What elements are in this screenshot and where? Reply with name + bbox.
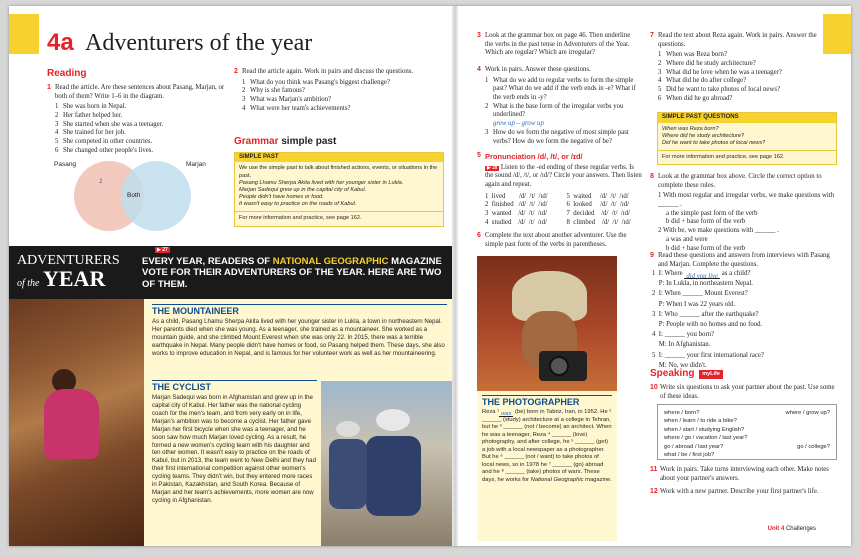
table-row[interactable]: 6 looked /d/ /t/ /ɪd/ bbox=[566, 201, 629, 209]
grammar-box-questions bbox=[657, 112, 837, 165]
ideas-row: go / abroad / last year? go / college? bbox=[664, 443, 830, 450]
list-item: 4 What did he do after college? bbox=[658, 77, 747, 85]
helmet-shape bbox=[336, 421, 360, 437]
grammar-box-footer: For more information and practice, see page 162. bbox=[235, 211, 443, 225]
conversation-line: P: People with no homes and no food. bbox=[652, 320, 763, 328]
option-a[interactable]: a the simple past form of the verb bbox=[666, 209, 758, 217]
cyclist-text: Marjan Sadequi was born in Afghanistan and grew up in the capital city of Kabul. Her father was the national cycling coach for the men's team, and from very early on in life, Marjan's ambition was to become a cyclist. Her father gave Marjan her first bicycle when she was a teenager, and he soon saw how much Marjan loved cycling. As a result, he formed a new women's cycling team with his daughter and ten other women. It wasn't easy to practice on the roads of Kabul, but in 2013, the team went to New Delhi and they had their first international competition against other women's cycling teams. They didn't win, but they entered more races in Pakistan, Kazakhstan, and South Korea. Because of Marjan and her team's achievements, more women are now cycling in Afghanistan. bbox=[152, 394, 316, 504]
table-row[interactable]: 7 decided /d/ /t/ /ɪd/ bbox=[566, 210, 630, 218]
list-item: 1 When was Reza born? bbox=[658, 51, 727, 59]
ideas-box bbox=[657, 404, 837, 460]
exercise-5 bbox=[477, 152, 642, 227]
exercise-number: 5 bbox=[477, 152, 481, 159]
page-title: Adventurers of the year bbox=[85, 30, 313, 56]
feature-banner-text: EVERY YEAR, READERS OF NATIONAL GEOGRAPHIC MAGAZINE VOTE FOR THEIR ADVENTURERS OF THE YEAR. HERE ARE TWO OF THEM. bbox=[142, 256, 442, 290]
audio-track-badge[interactable]: ▶ 28 bbox=[487, 165, 498, 171]
exercise-12 bbox=[650, 488, 835, 497]
list-item: 3 What was Marjan's ambition? bbox=[242, 96, 332, 104]
helmet-shape bbox=[376, 409, 410, 431]
exercise-instruction: Write six questions to ask your partner about the past. Use some of these ideas. bbox=[660, 384, 835, 400]
exercise-instruction: Read these questions and answers from interviews with Pasang and Marjan. Complete the questions. bbox=[658, 252, 830, 268]
cyclist-figure bbox=[329, 439, 367, 509]
climber-body bbox=[44, 389, 99, 459]
list-item: 2 Why is she famous? bbox=[242, 87, 305, 95]
conversation-line: 1 I: Where did you live as a child? bbox=[652, 270, 751, 280]
exercise-number: 9 bbox=[650, 252, 654, 259]
table-row[interactable]: 1 lived /d/ /t/ /ɪd/ bbox=[485, 192, 548, 200]
list-item: 5 She competed in other countries. bbox=[55, 138, 153, 146]
grammar-box-body: When was Reza born? Where did he study architecture? Did he want to take photos of local news? bbox=[662, 125, 766, 146]
table-row[interactable]: 4 studied /d/ /t/ /ɪd/ bbox=[485, 218, 547, 226]
exercise-4 bbox=[477, 66, 637, 146]
exercise-11 bbox=[650, 466, 835, 483]
exercise-instruction: Read the text about Reza again. Work in pairs. Answer the questions. bbox=[658, 32, 817, 48]
pronunciation-heading: Pronunciation /d/, /t/, or /ɪd/ bbox=[485, 152, 583, 161]
list-item: 1 She was born in Nepal. bbox=[55, 103, 127, 111]
mountaineer-photo bbox=[9, 299, 144, 546]
exercise-number: 11 bbox=[650, 466, 658, 473]
exercise-number: 6 bbox=[477, 232, 481, 239]
exercise-instruction: Read the article. Are these sentences about Pasang, Marjan, or both of them? Write 1–6 in the diagram. bbox=[55, 84, 225, 100]
option-b[interactable]: b did + base form of the verb bbox=[666, 244, 746, 252]
exercise-3 bbox=[477, 32, 637, 58]
list-item: 2 Her father helped her. bbox=[55, 112, 123, 120]
conversation-line: M: In Afghanistan. bbox=[652, 341, 711, 349]
right-page bbox=[457, 6, 851, 546]
exercise-items bbox=[650, 192, 835, 253]
list-item: 1 What do we add to regular verbs to form the simple past? What do we add if the verb ends in -e? What if the verb ends in -y? bbox=[485, 76, 636, 102]
venn-diagram bbox=[54, 156, 206, 241]
page-footer: Unit 4 Challenges bbox=[767, 526, 816, 533]
conversation-line: 4 I: ______ you born? bbox=[652, 331, 715, 339]
table-row[interactable]: 8 climbed /d/ /t/ /ɪd/ bbox=[566, 218, 631, 226]
exercise-items bbox=[477, 77, 637, 147]
mylife-badge: myLife bbox=[699, 370, 723, 379]
exercise-6 bbox=[477, 232, 642, 249]
exercise-instruction: ▶ 28 Listen to the -ed ending of these regular verbs. Is the sound /d/, /t/, or /ɪd/? Circle your answers. Then listen again and repeat. bbox=[485, 163, 642, 188]
pronunciation-table bbox=[477, 193, 642, 228]
venn-label-both: Both bbox=[127, 192, 141, 199]
conversation-line: M: No, we didn't. bbox=[652, 361, 707, 369]
feature-logo: ADVENTURERS of the YEAR bbox=[17, 253, 120, 291]
ideas-row: when / start / studying English? bbox=[664, 426, 745, 433]
venn-label-left: Pasang bbox=[54, 161, 77, 168]
conversation-line: P: In Lukla, in northeastern Nepal. bbox=[652, 280, 753, 288]
conversation-line: 5 I: ______ your first international race? bbox=[652, 351, 764, 359]
option-b[interactable]: b did + base form of the verb bbox=[666, 218, 746, 226]
list-item: 1 What do you think was Pasang's biggest challenge? bbox=[242, 78, 390, 86]
exercise-instruction: Work in pairs. Take turns interviewing each other. Make notes about your partner's answers. bbox=[660, 466, 829, 482]
grammar-box bbox=[234, 152, 444, 227]
conversation-line: P: When I was 22 years old. bbox=[652, 300, 736, 308]
list-item: 2 With be, we make questions with ______ . bbox=[658, 227, 779, 235]
photographer-title: THE PHOTOGRAPHER bbox=[482, 395, 612, 409]
list-item: 5 Did he want to take photos of local news? bbox=[658, 86, 781, 94]
cyclist-photo bbox=[321, 381, 454, 546]
speaking-section bbox=[650, 368, 840, 381]
exercise-2 bbox=[234, 68, 434, 113]
grammar-box-heading: SIMPLE PAST bbox=[235, 153, 443, 163]
grammar-box-heading: SIMPLE PAST QUESTIONS bbox=[658, 113, 836, 123]
list-item: 6 She changed other people's lives. bbox=[55, 146, 154, 154]
exercise-instruction: Look at the grammar box above. Circle the correct option to complete these rules. bbox=[658, 173, 822, 189]
list-item: 3 She started when she was a teenager. bbox=[55, 120, 164, 128]
venn-label-right: Marjan bbox=[186, 161, 206, 168]
conversation-line: 2 I: When ______ Mount Everest? bbox=[652, 290, 748, 298]
exercise-9 bbox=[650, 252, 835, 269]
list-item: 6 When did he go abroad? bbox=[658, 94, 733, 102]
textbook-spread bbox=[9, 6, 851, 546]
list-item: 2 What is the base form of the irregular verbs you underlined? grew up – grow up bbox=[485, 102, 624, 128]
cyclist-figure bbox=[366, 436, 421, 516]
ideas-row: what / be / first job? bbox=[664, 451, 715, 458]
list-item: 4 What were her team's achievements? bbox=[242, 104, 351, 112]
exercise-instruction: Work in pairs. Answer these questions. bbox=[485, 66, 591, 73]
table-row[interactable]: 5 waited /d/ /t/ /ɪd/ bbox=[566, 192, 629, 200]
ideas-row: where / go / vacation / last year? bbox=[664, 435, 748, 442]
exercise-items bbox=[650, 51, 830, 103]
ideas-row: where / born? where / grow up? bbox=[664, 410, 830, 416]
yellow-tab bbox=[9, 14, 39, 54]
exercise-number: 3 bbox=[477, 32, 481, 39]
grammar-section bbox=[234, 136, 444, 227]
exercise-7 bbox=[650, 32, 830, 104]
exercise-number: 1 bbox=[47, 84, 51, 91]
interview-conversation bbox=[652, 270, 842, 372]
exercise-items bbox=[47, 103, 227, 155]
exercise-instruction: Complete the text about another adventurer. Use the simple past form of the verbs in parentheses. bbox=[485, 232, 627, 248]
grammar-box-footer: For more information and practice, see page 162. bbox=[658, 150, 836, 164]
ideas-row: when / learn / to ride a bike? bbox=[664, 418, 737, 425]
photographer-text: Reza ¹ was (be) born in Tabriz, Iran, in 1952. He ² ______ (study) architecture at a college in Tehran, but he ³ ______ (not / become) an architect. When he was a teenager, Reza ⁴ ______ (love) photography, and after college, he ⁵ ______ (get) a job with a local newspaper as a photographer. But he ⁶ ______ (not / want) to take photos of local news, so in 1978 he ⁷ ______ (go) abroad and he ⁸ ______ (take) photos of wars. These days, he works for National Geographic magazine. bbox=[482, 409, 612, 483]
table-row[interactable]: 2 finished /d/ /t/ /ɪd/ bbox=[485, 201, 548, 209]
reading-section bbox=[47, 68, 227, 81]
exercise-number: 12 bbox=[650, 488, 658, 495]
camera-lens bbox=[549, 356, 569, 376]
list-item: 3 What did he love when he was a teenager? bbox=[658, 68, 782, 76]
exercise-number: 4 bbox=[477, 66, 481, 73]
exercise-number: 7 bbox=[650, 32, 654, 39]
exercise-1 bbox=[47, 84, 227, 156]
left-page bbox=[9, 6, 454, 546]
venn-sample-answer: 1 bbox=[99, 178, 103, 185]
table-row[interactable]: 3 wanted /d/ /t/ /ɪd/ bbox=[485, 210, 547, 218]
list-item: 4 She trained for her job. bbox=[55, 129, 126, 137]
conversation-line: 3 I: Who ______ after the earthquake? bbox=[652, 310, 759, 318]
gap-answer[interactable]: was bbox=[501, 410, 512, 417]
option-a[interactable]: a was and were bbox=[666, 235, 708, 243]
exercise-10 bbox=[650, 384, 835, 401]
photographer-panel bbox=[477, 391, 617, 541]
unit-number: 4a bbox=[47, 29, 74, 56]
reading-heading: Reading bbox=[47, 68, 87, 79]
cyclist-title: THE CYCLIST bbox=[152, 380, 317, 394]
exercise-instruction: Work with a new partner. Describe your first partner's life. bbox=[660, 488, 819, 495]
list-item: 2 Where did he study architecture? bbox=[658, 60, 756, 68]
exercise-number: 10 bbox=[650, 384, 658, 391]
exercise-instruction: Read the article again. Work in pairs and discuss the questions. bbox=[242, 68, 414, 75]
list-item: 1 With most regular and irregular verbs, we make questions with ______ . bbox=[658, 192, 835, 209]
mountaineer-title: THE MOUNTAINEER bbox=[152, 304, 447, 318]
speaking-heading: Speaking bbox=[650, 368, 695, 379]
mountaineer-text: As a child, Pasang Lhamu Sherpa Akita lived with her younger sister in Lukla, a town in northeastern Nepal. Her parents died when she was young. As a teenager, she trained as a mountaineer. She worked as a mountain guide, and she climbed Mount Everest when she was only 22. In 2015, there was a terrible earthquake in Nepal. Many people didn't have homes or food, so Pasang helped them. These days, she also works to improve education in Nepal, and is famous for her volunteer work as well as her mountaineering. bbox=[152, 318, 445, 357]
grammar-box-body: We use the simple past to talk about finished actions, events, or situations in the past. Pasang Lhamu Sherpa Akita lived with her younger sister in Lukla. Marjan Sadequi grew up in the capital city of Kabul. People didn't have homes or food. It wasn't easy to practice on the roads of Kabul. bbox=[239, 165, 438, 208]
exercise-instruction: Look at the grammar box on page 46. Then underline the verbs in the past tense in Adventurers of the Year. Which are regular? Which are irregular? bbox=[485, 32, 631, 57]
exercise-number: 8 bbox=[650, 173, 654, 180]
audio-track-badge[interactable]: ▶ 27 bbox=[157, 247, 168, 253]
exercise-number: 2 bbox=[234, 68, 238, 75]
list-item: 3 How do we form the negative of most simple past verbs? How do we form the negative of be? bbox=[485, 128, 629, 145]
gap-answer[interactable]: did you live bbox=[686, 272, 719, 280]
grammar-heading: Grammar simple past bbox=[234, 136, 337, 147]
exercise-items bbox=[234, 79, 434, 114]
exercise-8 bbox=[650, 173, 835, 253]
